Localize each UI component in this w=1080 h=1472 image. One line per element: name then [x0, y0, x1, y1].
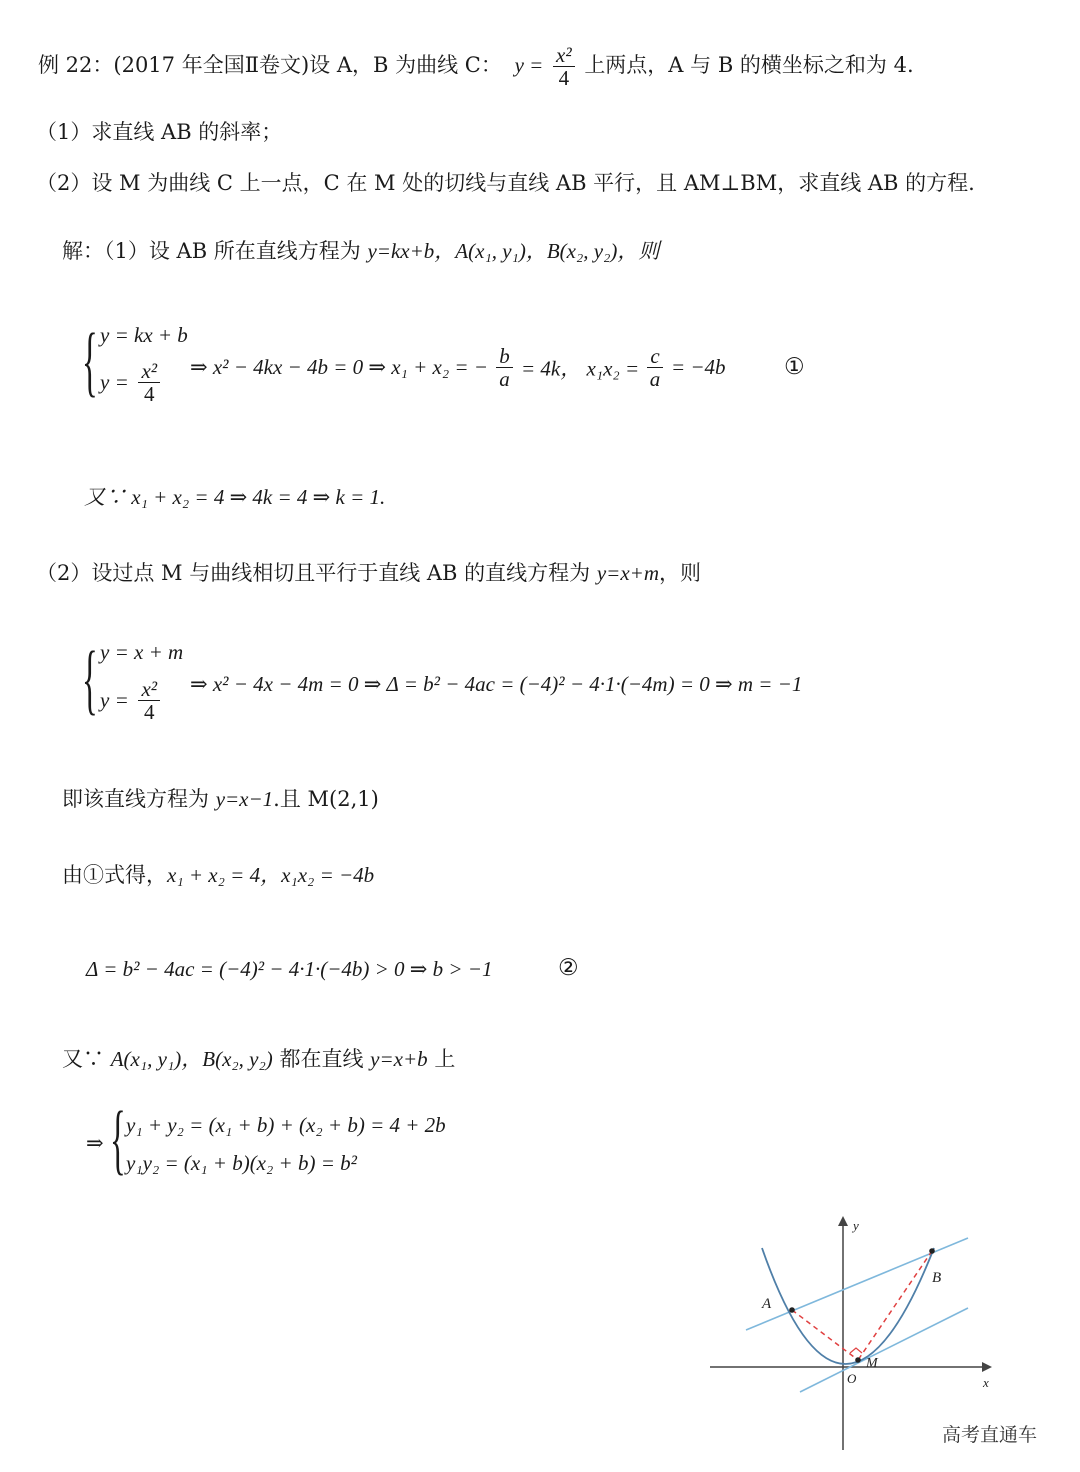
curve-fraction [553, 44, 575, 89]
right-angle-mark [850, 1348, 862, 1353]
part-2-eq: y=x+m [596, 561, 659, 585]
system-1-result [190, 345, 726, 390]
label-y-axis: y [853, 1218, 859, 1233]
sum-fraction-num: b [496, 345, 513, 368]
system-1-row-2-lhs: y = [100, 370, 129, 394]
problem-head: 例 22：(2017 年全国Ⅱ卷文)设 A，B 为曲线 C： [38, 53, 502, 77]
parabola-curve [762, 1248, 934, 1364]
delta-line: Δ = b² − 4ac = (−4)² − 4·1·(−4b) > 0 ⇒ b > −1 [86, 957, 493, 981]
system-2-brace: { [82, 635, 98, 722]
from-eq-1 [62, 860, 374, 890]
product-fraction-num: c [647, 345, 662, 368]
from-eq-1-eq: x₁ + x₂ = 4，x₁x₂ = −4b [167, 863, 375, 887]
since-line: 又∵ x₁ + x₂ = 4 ⇒ 4k = 4 ⇒ k = 1. [84, 485, 386, 509]
since-2-line [62, 1044, 455, 1074]
product-fraction-den: a [649, 367, 661, 391]
parabola-figure [700, 1210, 1010, 1455]
system-2-fraction-den: 4 [144, 700, 155, 724]
curve-numerator: x² [553, 44, 575, 67]
solution-intro-prefix: 解：（1）设 AB 所在直线方程为 [62, 239, 368, 263]
system-3-row-1: y₁ + y₂ = (x₁ + b) + (x₂ + b) = 4 + 2b [126, 1113, 446, 1137]
sum-fraction-den: a [499, 367, 510, 391]
system-1-fraction-den: 4 [144, 382, 155, 406]
segment-am [792, 1310, 858, 1360]
system-1-result-a: ⇒ x² − 4kx − 4b = 0 ⇒ x₁ + x₂ = − [190, 355, 488, 379]
system-2-fraction-num: x² [138, 678, 160, 701]
circle-marker-1: ① [784, 354, 805, 379]
since-2-prefix: 又∵ [62, 1047, 111, 1071]
problem-title-line [38, 44, 914, 89]
system-1-fraction [138, 360, 160, 405]
point-m-dot [855, 1357, 861, 1363]
y-axis-arrow [838, 1216, 848, 1226]
point-b-dot [929, 1248, 935, 1254]
since-2-suffix: 上 [427, 1047, 456, 1071]
system-2-row-2-lhs: y = [100, 688, 129, 712]
part-2-intro [36, 558, 701, 588]
system-3-brace: { [110, 1095, 126, 1182]
point-a-dot [789, 1307, 795, 1313]
label-origin: O [847, 1371, 857, 1386]
solution-intro-points: ，A(x₁, y₁)，B(x₂, y₂)，则 [434, 239, 660, 263]
system-1-result-b: = 4k， x₁x₂ = [520, 356, 640, 381]
label-x-axis: x [983, 1375, 989, 1390]
part-2-suffix: ，则 [659, 561, 701, 585]
system-3-row-2: y₁y₂ = (x₁ + b)(x₂ + b) = b² [126, 1151, 357, 1175]
since-2-points: A(x₁, y₁)，B(x₂, y₂) [110, 1047, 273, 1071]
label-a: A [762, 1296, 772, 1312]
label-m: M [866, 1356, 878, 1371]
from-eq-1-prefix: 由①式得， [62, 863, 167, 887]
since-2-eq: y=x+b [370, 1047, 428, 1071]
question-2: （2）设 M 为曲线 C 上一点，C 在 M 处的切线与直线 AB 平行，且 AM⊥BM，求直线 AB 的方程. [36, 171, 975, 195]
since-2-mid: 都在直线 [272, 1047, 371, 1071]
system-1-row-2 [100, 360, 163, 405]
system-1-fraction-num: x² [138, 360, 160, 383]
line-equation-prefix: 即该直线方程为 [62, 787, 216, 811]
problem-tail: 上两点，A 与 B 的横坐标之和为 4. [584, 53, 914, 77]
part-2-prefix: （2）设过点 M 与曲线相切且平行于直线 AB 的直线方程为 [36, 561, 597, 585]
system-1-brace: { [82, 317, 98, 404]
product-fraction [647, 345, 662, 390]
system-2-result: ⇒ x² − 4x − 4m = 0 ⇒ Δ = b² − 4ac = (−4)² − 4·1·(−4m) = 0 ⇒ m = −1 [190, 672, 803, 696]
label-b: B [932, 1270, 942, 1286]
system-1-result-c: = −4b [670, 355, 726, 379]
sum-fraction [496, 345, 513, 390]
line-equation-eq: y=x−1 [215, 787, 274, 811]
watermark: 高考直通车 [942, 1424, 1038, 1446]
circle-marker-2: ② [558, 955, 579, 980]
line-equation-suffix: .且 M(2,1) [273, 787, 379, 811]
line-equation [62, 784, 379, 814]
implies-arrow: ⇒ [86, 1131, 104, 1155]
question-1: （1）求直线 AB 的斜率； [36, 120, 283, 144]
system-2-row-2 [100, 678, 163, 723]
system-2-row-1: y = x + m [100, 640, 184, 664]
solution-intro [62, 236, 659, 266]
curve-denominator: 4 [558, 66, 570, 90]
system-1-row-1: y = kx + b [100, 323, 188, 347]
solution-intro-eq: y=kx+b [367, 239, 435, 263]
x-axis-arrow [982, 1362, 992, 1372]
curve-lhs: y = [514, 53, 544, 77]
system-2-fraction [138, 678, 160, 723]
